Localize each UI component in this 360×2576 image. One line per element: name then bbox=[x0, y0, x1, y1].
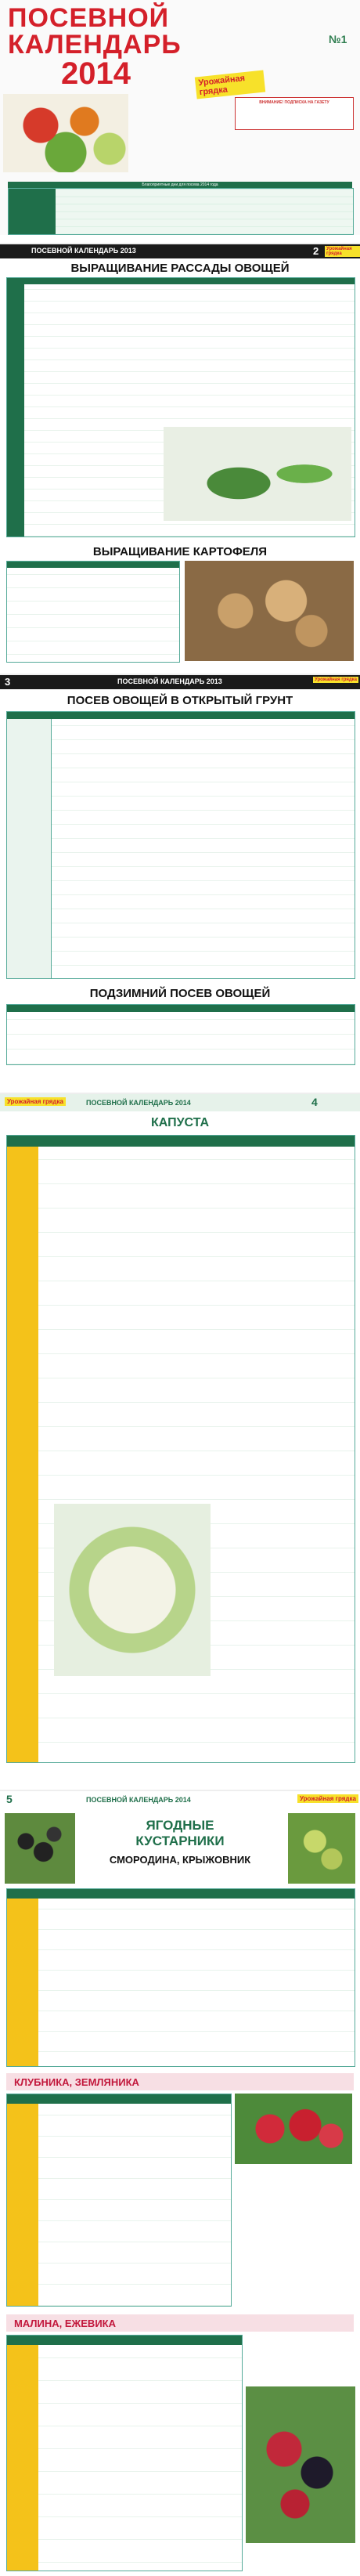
page-2 bbox=[0, 243, 360, 667]
seedlings-photo bbox=[164, 427, 351, 521]
subsection-currant-title: СМОРОДИНА, КРЫЖОВНИК bbox=[109, 1854, 251, 1866]
raspberry-title-band bbox=[6, 2314, 354, 2332]
section-open-ground-title: ПОСЕВ ОВОЩЕЙ В ОТКРЫТЫЙ ГРУНТ bbox=[67, 694, 293, 707]
promo-box bbox=[235, 97, 354, 130]
strawberry-table-head bbox=[7, 2094, 231, 2104]
page-5-header-text: ПОСЕВНОЙ КАЛЕНДАРЬ 2014 bbox=[86, 1796, 191, 1804]
section-seedlings-title: ВЫРАЩИВАНИЕ РАССАДЫ ОВОЩЕЙ bbox=[70, 262, 290, 275]
page-4-header-text: ПОСЕВНОЙ КАЛЕНДАРЬ 2014 bbox=[86, 1099, 191, 1107]
page-2-number: 2 bbox=[313, 245, 319, 257]
open-ground-table bbox=[6, 711, 355, 979]
page-3-header-text: ПОСЕВНОЙ КАЛЕНДАРЬ 2013 bbox=[117, 677, 222, 685]
page-1-logo: Урожайная грядка bbox=[195, 70, 265, 99]
page-1-title-line2: КАЛЕНДАРЬ bbox=[8, 30, 182, 60]
page-5 bbox=[0, 1790, 360, 2576]
seedlings-month-col bbox=[7, 284, 24, 537]
cabbage-month-col bbox=[7, 1147, 38, 1762]
raspberry-photo bbox=[246, 2386, 355, 2543]
page-2-header-text: ПОСЕВНОЙ КАЛЕНДАРЬ 2013 bbox=[31, 247, 136, 255]
page-5-header bbox=[0, 1791, 360, 1808]
page-1-lunar-table bbox=[8, 188, 354, 235]
page-1-issue: №1 bbox=[329, 33, 347, 45]
potato-table bbox=[6, 561, 180, 663]
currant-table-head bbox=[7, 1889, 355, 1899]
subsection-raspberry-title: МАЛИНА, ЕЖЕВИКА bbox=[14, 2318, 116, 2329]
raspberry-month-col bbox=[7, 2345, 38, 2571]
winter-table-head bbox=[7, 1005, 355, 1012]
page-4-number: 4 bbox=[311, 1096, 318, 1108]
promo-text: ВНИМАНИЕ! ПОДПИСКА НА ГАЗЕТУ bbox=[259, 100, 329, 105]
vegetables-image bbox=[3, 94, 128, 172]
open-ground-crop-col bbox=[7, 719, 52, 978]
winter-table bbox=[6, 1004, 355, 1065]
section-cabbage-title: КАПУСТА bbox=[150, 1116, 210, 1129]
cabbage-table-head bbox=[7, 1136, 355, 1147]
page-1-year: 2014 bbox=[61, 56, 131, 91]
page-3-logo: Урожайная грядка bbox=[315, 677, 357, 682]
page-4-logo: Урожайная грядка bbox=[5, 1097, 66, 1106]
open-ground-table-head bbox=[7, 712, 355, 719]
potato-photo bbox=[185, 561, 354, 661]
section-berries-title1: ЯГОДНЫЕ bbox=[146, 1818, 214, 1833]
seedlings-table-head bbox=[7, 278, 355, 284]
strawberry-table bbox=[6, 2094, 232, 2307]
seedlings-table bbox=[6, 277, 355, 537]
cabbage-table bbox=[6, 1135, 355, 1763]
page-4 bbox=[0, 1093, 360, 1783]
page-3 bbox=[0, 674, 360, 1082]
potato-table-head bbox=[7, 562, 179, 568]
strawberry-title-band bbox=[6, 2073, 354, 2090]
cabbage-photo bbox=[54, 1504, 211, 1676]
section-berries-title2: КУСТАРНИКИ bbox=[135, 1834, 225, 1848]
raspberry-table bbox=[6, 2335, 243, 2571]
page-1-table-header: Благоприятные дни для посева 2014 года bbox=[8, 182, 352, 188]
page-1 bbox=[0, 0, 360, 235]
currant-table bbox=[6, 1888, 355, 2067]
page-5-number: 5 bbox=[6, 1793, 13, 1805]
page-2-logo: Урожайная грядка bbox=[325, 246, 360, 257]
page-1-title-line1: ПОСЕВНОЙ bbox=[8, 3, 170, 33]
page-3-header bbox=[0, 675, 360, 689]
currant-month-col bbox=[7, 1899, 38, 2066]
page-2-header bbox=[0, 244, 360, 258]
month-column bbox=[9, 189, 56, 234]
page-3-number: 3 bbox=[5, 676, 11, 688]
page-4-header bbox=[0, 1094, 360, 1111]
subsection-strawberry-title: КЛУБНИКА, ЗЕМЛЯНИКА bbox=[14, 2076, 139, 2088]
strawberry-photo bbox=[235, 2094, 352, 2164]
page-5-logo: Урожайная грядка bbox=[297, 1794, 358, 1803]
section-winter-title: ПОДЗИМНИЙ ПОСЕВ ОВОЩЕЙ bbox=[89, 987, 271, 1000]
strawberry-month-col bbox=[7, 2104, 38, 2306]
section-potato-title: ВЫРАЩИВАНИЕ КАРТОФЕЛЯ bbox=[92, 545, 268, 558]
raspberry-table-head bbox=[7, 2336, 242, 2345]
